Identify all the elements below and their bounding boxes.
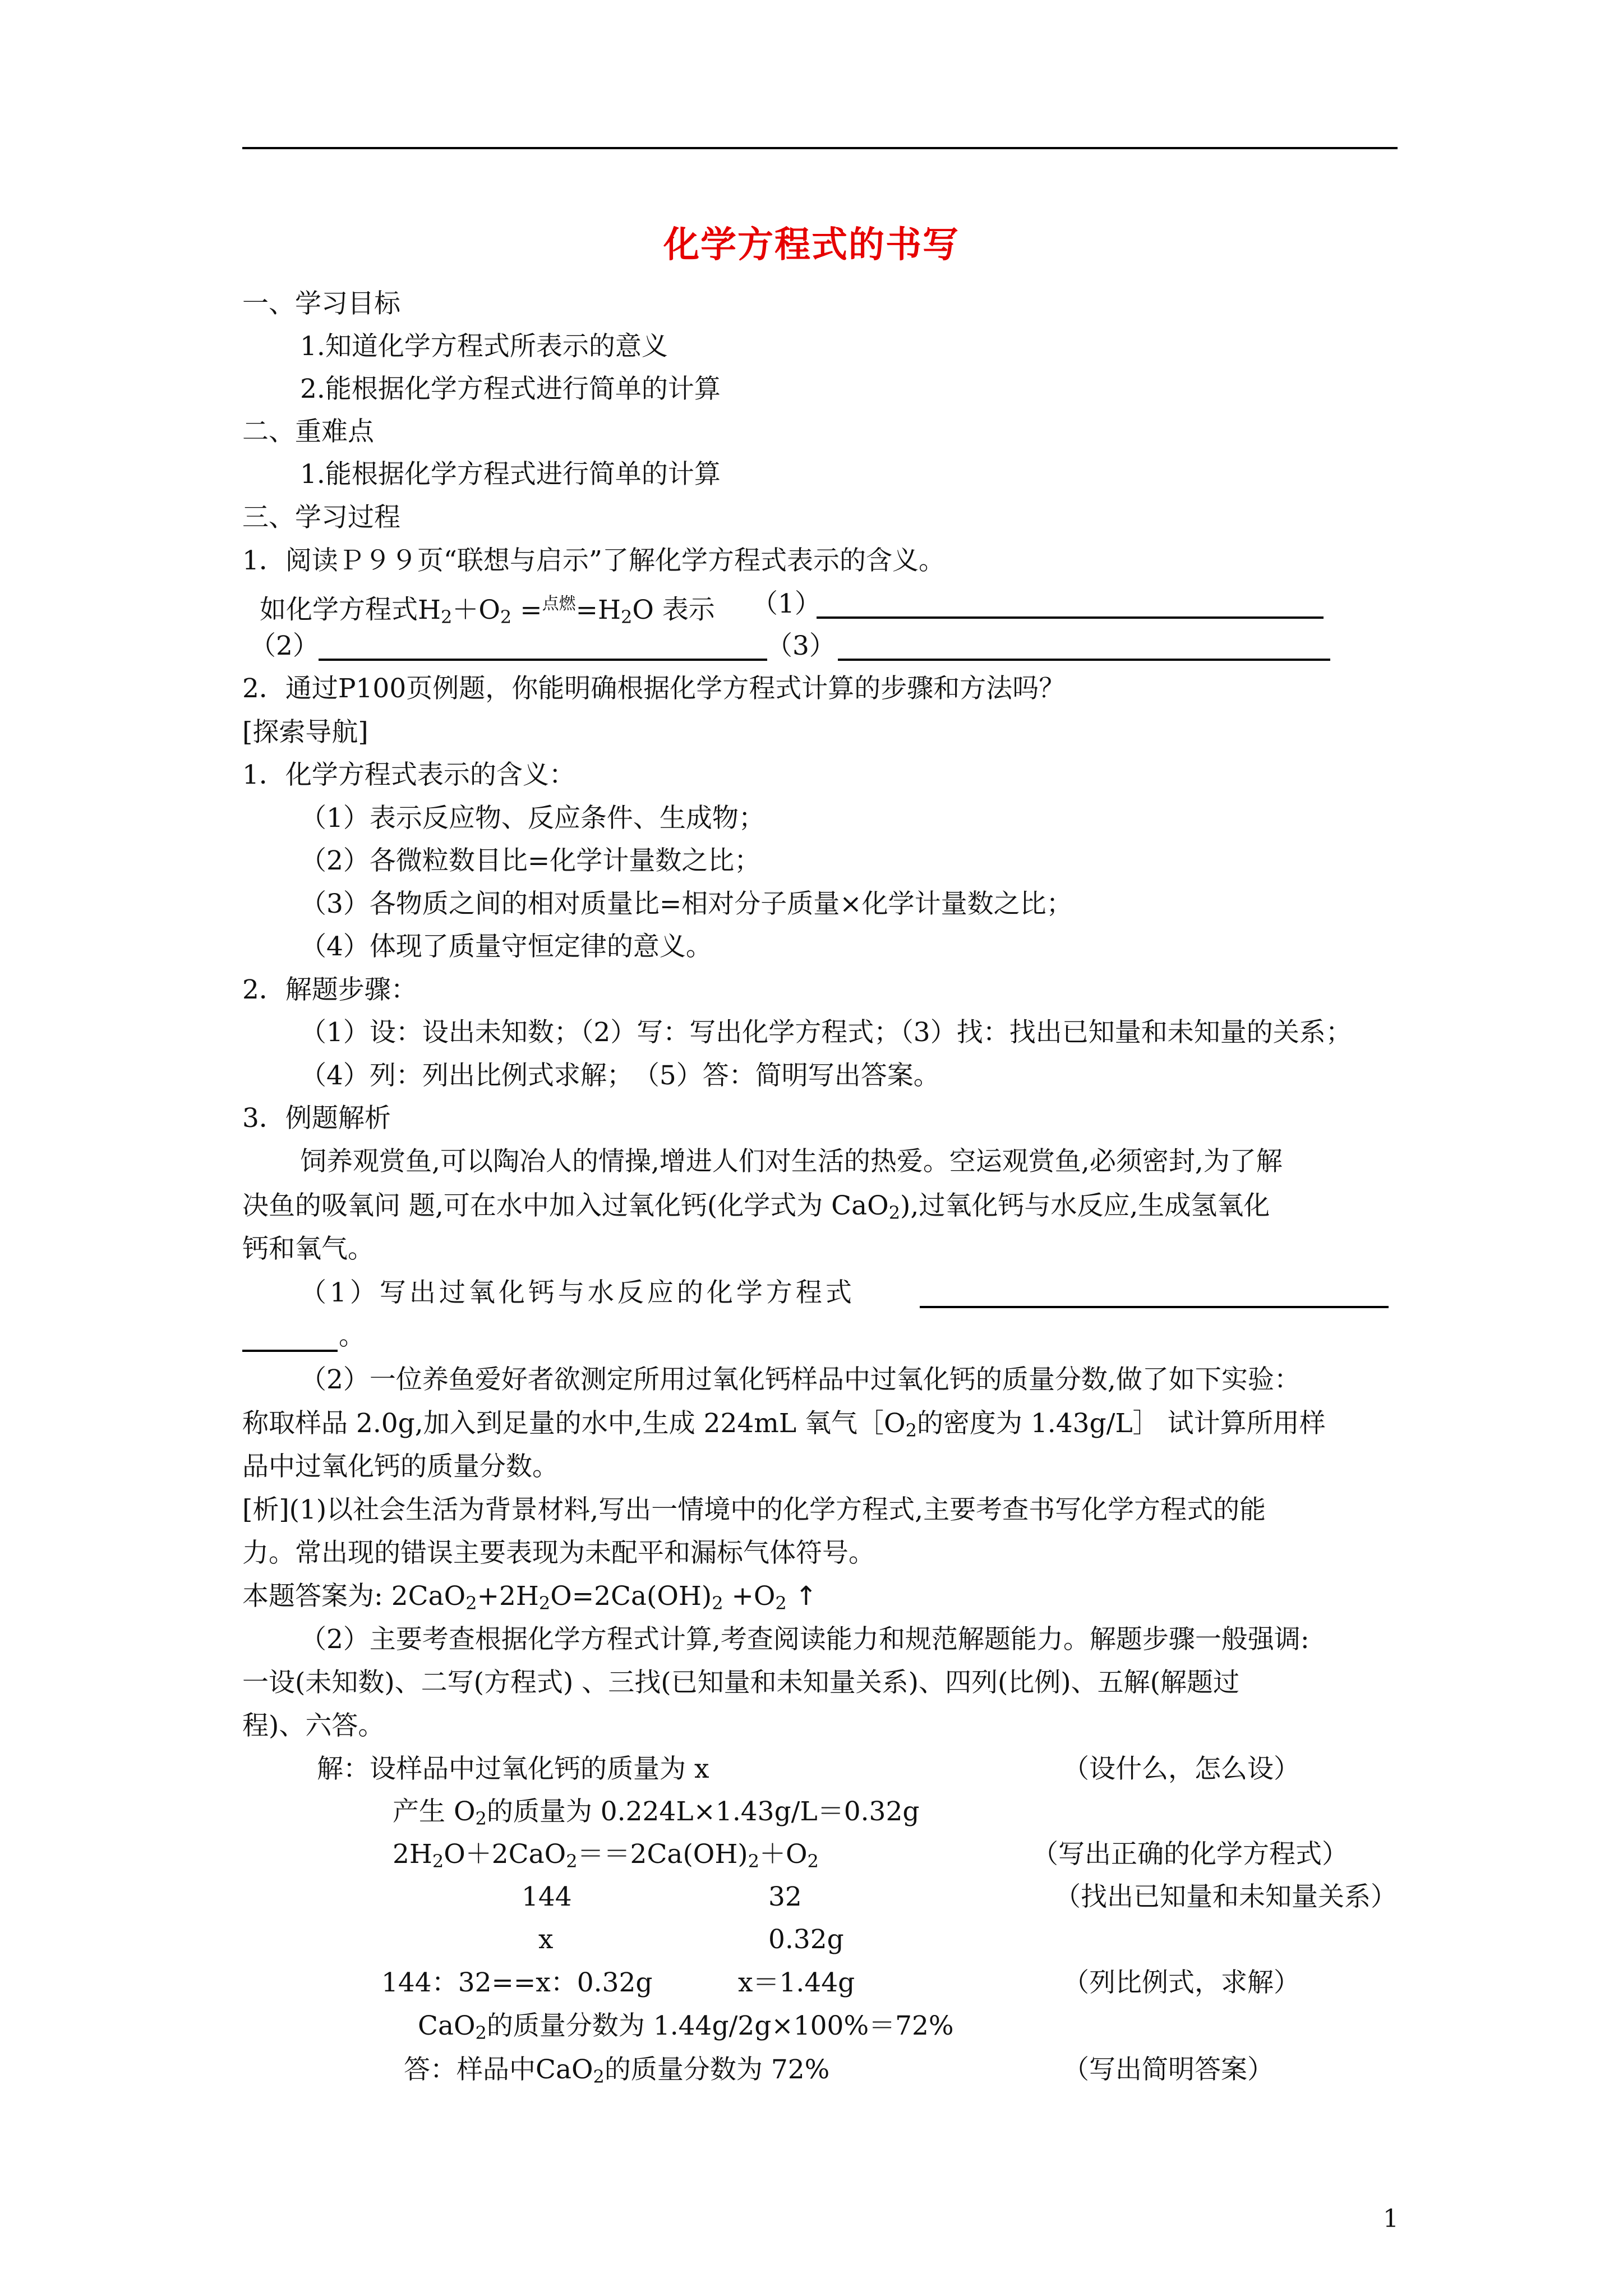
solution-note-6: （写出简明答案） <box>1063 2054 1274 2085</box>
solution-note-5: （列比例式，求解） <box>1063 1967 1300 1998</box>
question-2: 2．通过P100页例题，你能明确根据化学方程式计算的步骤和方法吗？ <box>242 673 1066 704</box>
answer-equation-line: 本题答案为: $2CaO_2+2H_2O=2Ca(OH)_2 +O_2$ ↑ <box>242 1581 818 1614</box>
section-heading-process: 三、学习过程 <box>242 502 400 533</box>
molar-mass-cao2: 144 <box>522 1881 572 1912</box>
answer-blank-equation[interactable] <box>920 1282 1389 1308</box>
meaning-heading: 1．化学方程式表示的含义： <box>242 760 575 790</box>
gas-arrow-icon: ↑ <box>795 1581 818 1612</box>
blank-label-1: （1） <box>751 588 821 619</box>
question-1: 1．阅读Ｐ９９页“联想与启示”了解化学方程式表示的含义。 <box>242 545 945 576</box>
answer-blank-3[interactable] <box>838 635 1330 661</box>
section-heading-keypoints: 二、重难点 <box>242 416 374 447</box>
analysis-line-1: [析](1)以社会生活为背景材料,写出一情境中的化学方程式,主要考查书写化学方程式的能 <box>242 1494 1266 1525</box>
solution-step-2: 产生 $O_2$的质量为 0.224L×1.43g/L＝0.32g <box>393 1796 920 1829</box>
solution-ratio: 144：32==x：0.32g <box>381 1967 653 1998</box>
steps-line-2: （4）列：列出比例式求解； （5）答：简明写出答案。 <box>300 1060 940 1091</box>
equation-suffix: 表示 <box>662 594 715 625</box>
meaning-item-4: （4）体现了质量守恒定律的意义。 <box>300 931 712 962</box>
reaction-condition: 点燃 <box>542 594 576 614</box>
analysis-2-line-2: 一设(未知数)、二写(方程式) 、三找(已知量和未知量关系)、四列(比例)、五解(解题过 <box>242 1667 1239 1698</box>
steps-line-1: （1）设：设出未知数；（2）写：写出化学方程式；（3）找：找出已知量和未知量的关系； <box>300 1017 1352 1048</box>
solution-note-4: （找出已知量和未知量关系） <box>1054 1881 1397 1912</box>
example-para-line-3: 钙和氧气。 <box>242 1234 374 1264</box>
question-part-2-line-1: （2）一位养鱼爱好者欲测定所用过氧化钙样品中过氧化钙的质量分数,做了如下实验： <box>300 1364 1301 1395</box>
solution-note-1: （设什么，怎么设） <box>1063 1754 1300 1784</box>
answer-blank-1[interactable] <box>817 593 1324 619</box>
solution-step-1: 解：设样品中过氧化钙的质量为 x <box>317 1754 709 1784</box>
objective-item-2: 2.能根据化学方程式进行简单的计算 <box>300 374 721 404</box>
page-number: 1 <box>1383 2205 1399 2233</box>
keypoint-item-1: 1.能根据化学方程式进行简单的计算 <box>300 459 721 490</box>
solution-note-3: （写出正确的化学方程式） <box>1032 1839 1348 1870</box>
example-para-line-1: 饲养观赏鱼,可以陶冶人的情操,增进人们对生活的热爱。空运观赏鱼,必须密封,为了解 <box>300 1146 1283 1177</box>
molar-mass-o2: 32 <box>768 1881 802 1912</box>
analysis-2-line-1: （2）主要考查根据化学方程式计算,考查阅读能力和规范解题能力。解题步骤一般强调: <box>300 1624 1310 1655</box>
answer-blank-2[interactable] <box>319 635 767 661</box>
blank-label-3: （3） <box>766 631 836 661</box>
page-title: 化学方程式的书写 <box>663 224 960 266</box>
equation-prefix: 如化学方程式 <box>260 594 418 625</box>
question-part-2-line-2: 称取样品 2.0g,加入到足量的水中,生成 224mL 氧气$[O_2$的密度为 1.43g/L］ 试计算所用样 <box>242 1408 1326 1441</box>
question-part-1: （1）写出过氧化钙与水反应的化学方程式 <box>300 1277 855 1308</box>
section-heading-objectives: 一、学习目标 <box>242 288 400 319</box>
question-part-2-line-3: 品中过氧化钙的质量分数。 <box>242 1451 559 1482</box>
solution-answer: 答：样品中CaO$_2$的质量分数为 72% <box>404 2054 830 2087</box>
answer-label: 本题答案为: <box>242 1581 383 1612</box>
objective-item-1: 1.知道化学方程式所表示的意义 <box>300 331 668 362</box>
equation-line: 如化学方程式$H_2+O_2 =^{点燃}=H_2O$ 表示 <box>260 594 715 628</box>
meaning-item-3: （3）各物质之间的相对质量比=相对分子质量×化学计量数之比； <box>300 889 1073 919</box>
meaning-item-2: （2）各微粒数目比=化学计量数之比； <box>300 845 761 876</box>
analysis-line-2: 力。常出现的错误主要表现为未配平和漏标气体符号。 <box>242 1538 875 1568</box>
solution-x-value: x＝1.44g <box>738 1967 855 1998</box>
header-rule <box>242 147 1398 149</box>
known-mass: 0.32g <box>768 1924 844 1955</box>
unknown-x: x <box>538 1924 554 1955</box>
solution-fraction: CaO$_2$的质量分数为 1.44g/2g×100%＝72% <box>418 2010 954 2044</box>
steps-heading: 2．解题步骤： <box>242 974 417 1005</box>
example-para-line-2: 决鱼的吸氧问 题,可在水中加入过氧化钙(化学式为 CaO$_2$),过氧化钙与水反应,生成氢氧化 <box>242 1190 1270 1223</box>
analysis-2-line-3: 程)、六答。 <box>242 1710 385 1741</box>
question-part-1-end: 。 <box>339 1320 365 1351</box>
answer-blank-equation-cont[interactable] <box>242 1326 338 1352</box>
blank-label-2: （2） <box>250 631 319 661</box>
solution-equation: $2H_2O+2CaO_2==2Ca(OH)_2+O_2$ <box>393 1839 819 1872</box>
example-heading: 3．例题解析 <box>242 1103 391 1134</box>
explore-heading: [探索导航] <box>242 717 368 748</box>
meaning-item-1: （1）表示反应物、反应条件、生成物； <box>300 803 765 834</box>
